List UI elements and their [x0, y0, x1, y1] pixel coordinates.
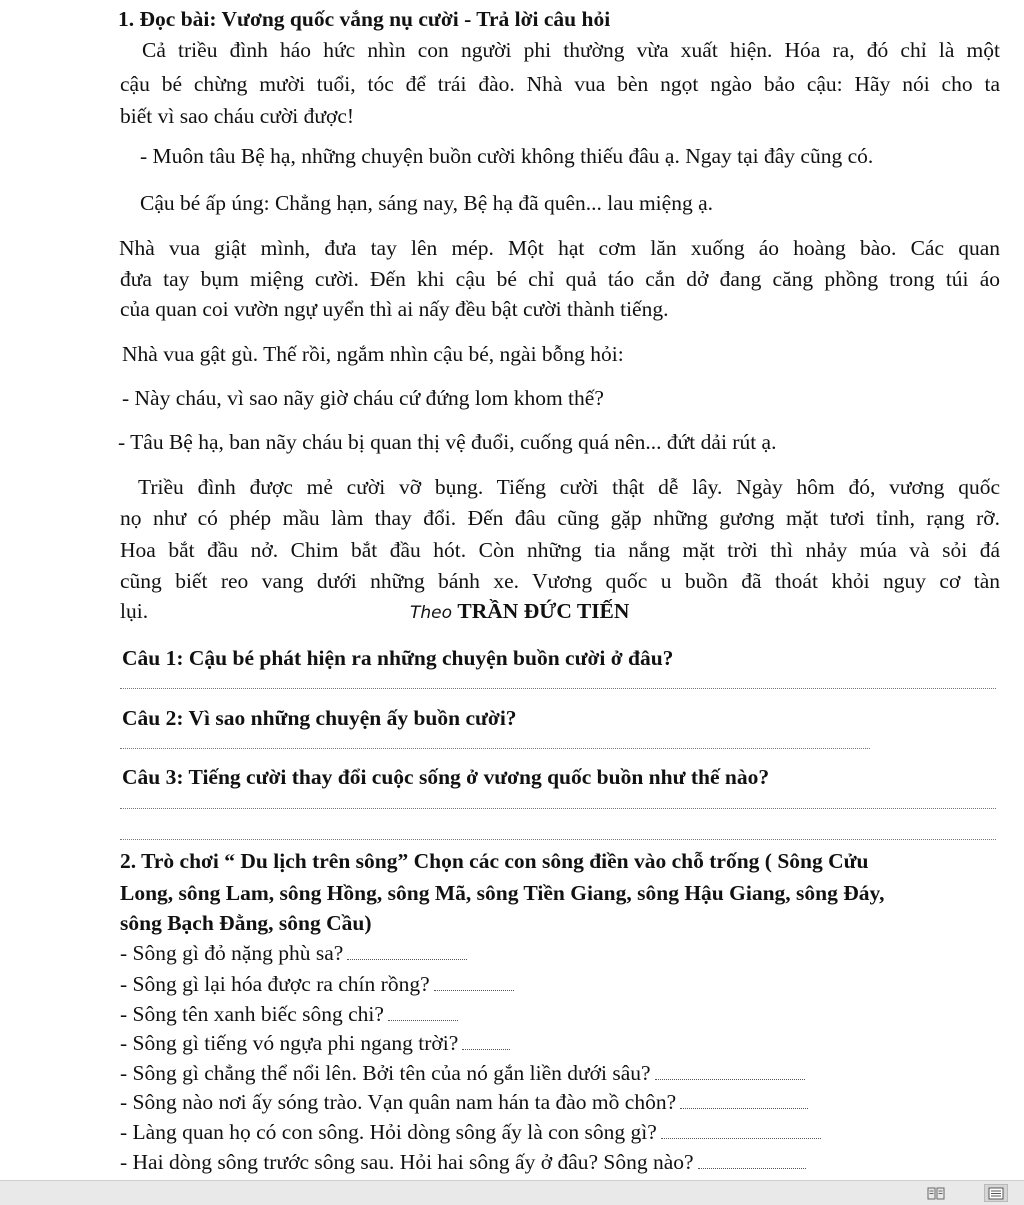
- answer-blank: [680, 1090, 808, 1109]
- answer-line: [120, 688, 996, 689]
- riddle-item: [120, 1089, 808, 1115]
- answer-blank: [434, 972, 514, 991]
- question-3: Câu 3: Tiếng cười thay đổi cuộc sống ở vương quốc buồn như thế nào?: [122, 765, 770, 789]
- passage-line: biết vì sao cháu cười được!: [120, 104, 355, 128]
- riddle-text: - Sông tên xanh biếc sông chi?: [120, 1002, 384, 1026]
- riddle-item: [120, 1030, 510, 1056]
- passage-line: đưa tay bụm miệng cười. Đến khi cậu bé chỉ quả táo cắn dở đang căng phồng trong túi áo: [120, 267, 1000, 291]
- passage-line: nọ như có phép mầu làm thay đổi. Đến đâu cũng gặp những gương mặt tươi tỉnh, rạng rỡ.: [120, 506, 1000, 530]
- answer-blank: [462, 1031, 510, 1050]
- riddle-text: - Làng quan họ có con sông. Hỏi dòng sông ấy là con sông gì?: [120, 1120, 657, 1144]
- passage-line: Cậu bé ấp úng: Chẳng hạn, sáng nay, Bệ hạ đã quên... lau miệng ạ.: [140, 191, 713, 215]
- passage-line: - Này cháu, vì sao nãy giờ cháu cứ đứng lom khom thế?: [122, 386, 604, 410]
- riddle-text: - Sông gì tiếng vó ngựa phi ngang trời?: [120, 1031, 459, 1055]
- riddle-item: [120, 971, 514, 997]
- answer-blank: [655, 1061, 805, 1080]
- status-bar: [0, 1180, 1024, 1205]
- passage-line: Cả triều đình háo hức nhìn con người phi thường vừa xuất hiện. Hóa ra, đó chỉ là một: [142, 38, 1000, 62]
- passage-line: - Muôn tâu Bệ hạ, những chuyện buồn cười không thiếu đâu ạ. Ngay tại đây cũng có.: [140, 144, 874, 168]
- riddle-text: - Sông nào nơi ấy sóng trào. Vạn quân nam hán ta đào mồ chôn?: [120, 1090, 677, 1114]
- riddle-item: [120, 1001, 458, 1027]
- print-layout-icon: [987, 1187, 1005, 1200]
- passage-line: của quan coi vườn ngự uyển thì ai nấy đều bật cười thành tiếng.: [120, 297, 669, 321]
- question-1: Câu 1: Cậu bé phát hiện ra những chuyện buồn cười ở đâu?: [122, 646, 674, 670]
- print-layout-button[interactable]: [984, 1184, 1008, 1202]
- riddle-item: [120, 1149, 806, 1175]
- answer-line: [120, 808, 996, 809]
- passage-line: Triều đình được mẻ cười vỡ bụng. Tiếng cười thật dễ lây. Ngày hôm đó, vương quốc: [138, 475, 1000, 499]
- section2-heading-line: sông Bạch Đằng, sông Cầu): [120, 911, 372, 935]
- passage-line: Nhà vua giật mình, đưa tay lên mép. Một hạt cơm lăn xuống áo hoàng bào. Các quan: [119, 236, 1000, 260]
- riddle-text: - Sông gì đỏ nặng phù sa?: [120, 941, 344, 965]
- answer-blank: [388, 1002, 458, 1021]
- riddle-text: - Sông gì lại hóa được ra chín rồng?: [120, 972, 430, 996]
- passage-line: - Tâu Bệ hạ, ban nãy cháu bị quan thị vệ đuổi, cuống quá nên... đứt dải rút ạ.: [118, 430, 777, 454]
- attribution: [410, 598, 629, 626]
- riddle-item: [120, 940, 467, 966]
- read-mode-button[interactable]: [924, 1184, 948, 1202]
- question-2: Câu 2: Vì sao những chuyện ấy buồn cười?: [122, 706, 517, 730]
- riddle-item: [120, 1060, 805, 1086]
- riddle-item: [120, 1119, 821, 1145]
- passage-line: cũng biết reo vang dưới những bánh xe. Vương quốc u buồn đã thoát khỏi nguy cơ tàn: [120, 569, 1000, 593]
- passage-line: lụi.: [120, 599, 149, 623]
- read-mode-icon: [927, 1187, 945, 1200]
- answer-blank: [661, 1120, 821, 1139]
- riddle-text: - Sông gì chẳng thể nổi lên. Bởi tên của nó gắn liền dưới sâu?: [120, 1061, 651, 1085]
- section2-heading-line: 2. Trò chơi “ Du lịch trên sông” Chọn các con sông điền vào chỗ trống ( Sông Cửu: [120, 849, 869, 873]
- passage-line: cậu bé chừng mười tuổi, tóc để trái đào. Nhà vua bèn ngọt ngào bảo cậu: Hãy nói cho ta: [120, 72, 1000, 96]
- answer-blank: [347, 941, 467, 960]
- answer-line: [120, 839, 996, 840]
- section2-heading-line: Long, sông Lam, sông Hồng, sông Mã, sông Tiền Giang, sông Hậu Giang, sông Đáy,: [120, 881, 885, 905]
- passage-line: Nhà vua gật gù. Thế rồi, ngắm nhìn cậu bé, ngài bỗng hỏi:: [122, 342, 624, 366]
- attribution-author: TRẦN ĐỨC TIẾN: [457, 599, 630, 623]
- passage-line: Hoa bắt đầu nở. Chim bắt đầu hót. Còn những tia nắng mặt trời thì nhảy múa và sỏi đá: [120, 538, 1000, 562]
- attribution-prefix: Theo: [410, 603, 453, 623]
- answer-line: [120, 748, 870, 749]
- section1-heading: 1. Đọc bài: Vương quốc vắng nụ cười - Trả lời câu hỏi: [118, 7, 611, 31]
- answer-blank: [698, 1150, 806, 1169]
- riddle-text: - Hai dòng sông trước sông sau. Hỏi hai sông ấy ở đâu? Sông nào?: [120, 1150, 694, 1174]
